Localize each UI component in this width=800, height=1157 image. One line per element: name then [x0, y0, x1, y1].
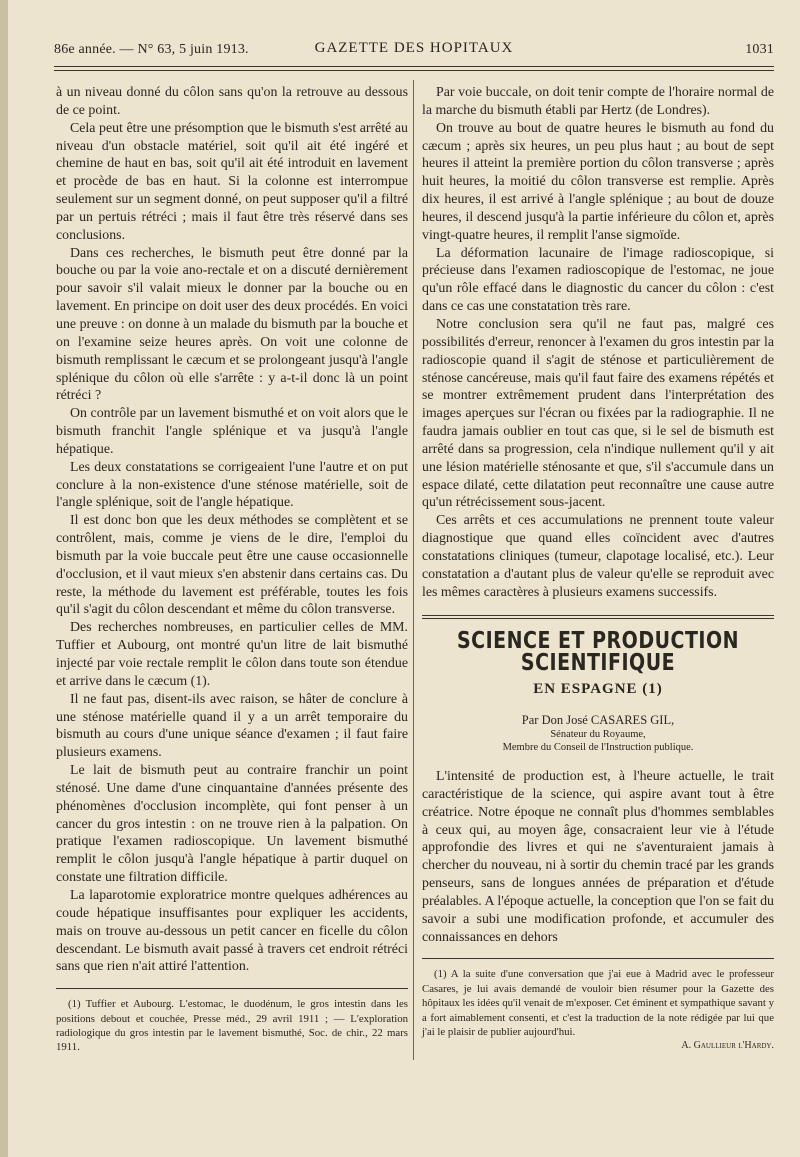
footnote	[422, 967, 774, 1053]
paragraph: Dans ces recherches, le bismuth peut être donné par la bouche ou par la voie ano-rectale et on a discuté dernièrement pour savoir s'il valait mieux le donner par la bouche ou en lavement. En principe on doit user des deux procédés. En voici une preuve : on donne à un malade du bismuth par la bouche et on l'examine seize heures après. On voit une colonne de bismuth remplissant le cæcum et se prolongeant jusqu'à l'angle splénique du côlon où elle s'arrête : y a-t-il donc là un point rétréci ?	[56, 245, 408, 404]
section-subtitle: EN ESPAGNE (1)	[533, 681, 663, 698]
footnote-text: (1) Tuffier et Aubourg. L'estomac, le duodénum, le gros intestin dans les positions debout et couchée, Presse méd., 29 avril 1911 ; — L'exploration radiologique du gros intestin par le lavement bismuthé, Soc. de chir., 22 mars 1911.	[56, 998, 408, 1054]
paragraph: La laparotomie exploratrice montre quelques adhérences au coude hépatique insuffisantes pour expliquer les accidents, mais on trouve au-dessous un petit cancer en ficelle du côlon descendant. Le bismuth avait passé à travers cet endroit rétréci sans que rien n'ait attiré l'attention.	[56, 887, 408, 975]
section-paragraph: L'intensité de production est, à l'heure actuelle, le trait caractéristique de la science, qui aspire avant tout à être créatrice. Notre époque ne connaît plus d'hommes semblables à ceux qui, au moyen âge, consacraient leur vie à l'étude approfondie des livres et qui ne s'aventuraient jamais à chercher du nouveau, ni à sortir du chemin tracé par les grands penseurs, sans de longues années de préparation et d'étude préalables. A l'époque actuelle, la conception que l'on se fait du savoir a subi une modification profonde, et accumuler des connaissances en dehors	[422, 769, 774, 945]
paragraph: Ces arrêts et ces accumulations ne prennent toute valeur diagnostique que quand elles coïncident avec d'autres constatations cliniques (tumeur, clapotage localisé, etc.). Leur constatation a d'autant plus de valeur qu'elle se reproduit avec les mêmes caractères à plusieurs examens successifs.	[422, 513, 774, 600]
footnote-rule	[422, 958, 774, 959]
section-separator	[422, 615, 774, 619]
paragraph: Des recherches nombreuses, en particulier celles de MM. Tuffier et Aubourg, ont montré qu'un litre de lait bismuthé injecté par voie rectale remplit le côlon dans toute son étendue et arrive dans le cæcum (1).	[56, 620, 408, 689]
right-column	[422, 84, 774, 1054]
header-rule-top	[54, 66, 774, 67]
paragraph: La déformation lacunaire de l'image radioscopique, si précieuse dans l'examen radioscopique de l'estomac, ne joue qu'un rôle effacé dans le diagnostic du cancer du côlon : c'est dans ce cas une constatation très rare.	[422, 245, 774, 315]
author-byline: Par Don José CASARES GIL,	[521, 713, 675, 727]
left-column	[56, 84, 408, 1055]
page-number: 1031	[745, 42, 774, 57]
paragraph: Notre conclusion sera qu'il ne faut pas, malgré ces possibilités d'erreur, renoncer à l'examen du gros intestin par la radioscopie quand il s'agit de sténose et particulièrement de sténose cancéreuse, mais qu'il faut faire des examens répétés et se montrer extrêmement prudent dans l'interprétation des images aperçues sur l'écran ou fixées par la radiographie. Il ne faudra jamais oublier en tout cas que, si le sel de bismuth est arrêté dans sa progression, cela n'indique nullement qu'il y ait une lésion matérielle sténosante et que, s'il s'accumule dans un espace dilaté, cette dilatation peut reconnaître une cause autre qu'un rétrécissement sous-jacent.	[422, 316, 774, 511]
footnote	[56, 997, 408, 1055]
paragraph: Il est donc bon que les deux méthodes se complètent et se contrôlent, mais, comme je viens de le dire, l'emploi du bismuth par la voie buccale peut être une cause occasionnelle d'occlusion, et il vaut mieux s'en abstenir dans certains cas. Du reste, la méthode du lavement est préférable, toutes les fois qu'il s'agit du côlon descendant et même du côlon transverse.	[56, 513, 408, 618]
paragraph: Le lait de bismuth peut au contraire franchir un point sténosé. Une dame d'une cinquantaine d'années présente des phénomènes d'occlusion incomplète, qui font penser à un cancer du gros intestin : on ne trouve rien à la palpation. On pratique l'examen radioscopique. Un lavement bismuthé remplit le côlon jusqu'à l'angle hépatique à partir duquel on constate une filtration difficile.	[56, 763, 408, 886]
paragraph: à un niveau donné du côlon sans qu'on la retrouve au dessous de ce point.	[56, 85, 408, 118]
issue-info: 86e année. — N° 63, 5 juin 1913.	[54, 42, 249, 57]
header-rule-bottom	[54, 70, 774, 71]
paragraph: Les deux constatations se corrigeaient l'une l'autre et on put conclure à la non-existence d'une sténose matérielle, soit de l'angle splénique, soit de l'angle hépatique.	[56, 459, 408, 511]
running-header	[54, 40, 774, 62]
footnote-rule	[56, 988, 408, 989]
paragraph: On trouve au bout de quatre heures le bismuth au fond du cæcum ; après six heures, un peu plus haut ; au bout de sept heures il atteint la première portion du côlon transverse ; après huit heures, la moitié du côlon transverse est remplie. Après dix heures, il est arrivé à l'angle splénique ; au bout de douze heures, il descend jusqu'à la partie inférieure du côlon et, après vingt-quatre heures, il remplit l'anse sigmoïde.	[422, 120, 774, 243]
paragraph: On contrôle par un lavement bismuthé et on voit alors que le bismuth franchit l'angle splénique et va jusqu'à l'angle hépatique.	[56, 406, 408, 457]
section-title: SCIENCE ET PRODUCTION SCIENTIFIQUE	[456, 628, 740, 677]
author-affiliation-2: Membre du Conseil de l'Instruction publique.	[502, 742, 694, 753]
paragraph: Il ne faut pas, disent-ils avec raison, se hâter de conclure à une sténose matérielle quand il y a un arrêt temporaire du bismuth au cours d'une unique séance d'examen ; il faut faire plusieurs examens.	[56, 691, 408, 761]
paragraph: Par voie buccale, on doit tenir compte de l'horaire normal de la marche du bismuth établi par Hertz (de Londres).	[422, 85, 774, 118]
footnote-text: (1) A la suite d'une conversation que j'ai eue à Madrid avec le professeur Casares, je lui avais demandé de vouloir bien résumer pour la Gazette des hôpitaux les idées qu'il venait de m'exposer. Cet éminent et sympathique savant y a fort aimablement consenti, et c'est la traduction de la note rédigée par lui que j'ai le plaisir de publier aujourd'hui.	[422, 968, 774, 1039]
author-affiliation-1: Sénateur du Royaume,	[550, 729, 646, 740]
paragraph: Cela peut être une présomption que le bismuth s'est arrêté au niveau d'un obstacle matériel, soit qu'il ait été ingéré et chemine de haut en bas, soit qu'il ait été introduit en lavement et procède de bas en haut. Si la colonne est interrompue seulement sur un segment donné, on peut supposer qu'il a filtré par un pertuis rétréci ; mais il faut être très réservé dans ses conclusions.	[56, 120, 408, 243]
footnote-signature: A. Gaullieur l'Hardy.	[681, 1040, 774, 1052]
column-divider	[413, 80, 414, 1060]
publication-title: GAZETTE DES HOPITAUX	[314, 40, 514, 56]
